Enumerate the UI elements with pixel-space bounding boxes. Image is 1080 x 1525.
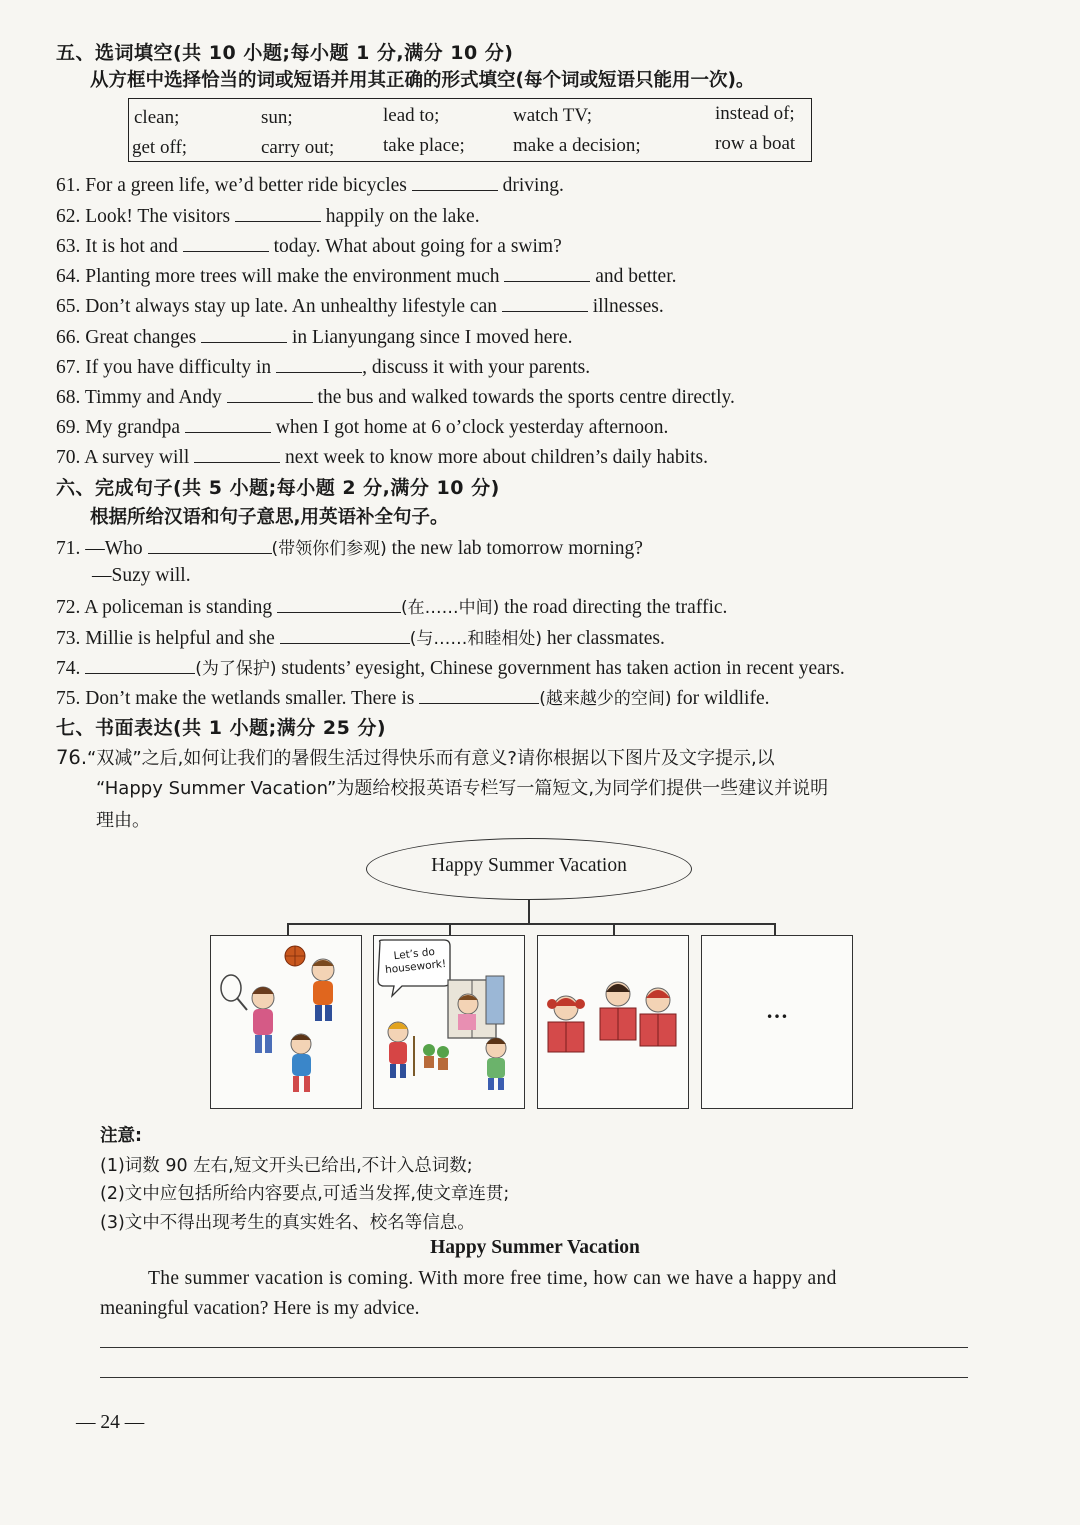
question-67: 67. If you have difficulty in , discuss it with your parents. bbox=[56, 354, 590, 379]
answer-blank[interactable] bbox=[504, 263, 590, 282]
question-66: 66. Great changes in Lianyungang since I moved here. bbox=[56, 324, 572, 349]
answer-blank[interactable] bbox=[412, 172, 498, 191]
answer-blank[interactable] bbox=[276, 354, 362, 373]
question-73: 73. Millie is helpful and she (与……和睦相处) her classmates. bbox=[56, 624, 665, 650]
note-item: (1)词数 90 左右,短文开头已给出,不计入总词数; bbox=[100, 1156, 473, 1176]
word-option: lead to; bbox=[383, 105, 440, 126]
question-72: 72. A policeman is standing (在……中间) the road directing the traffic. bbox=[56, 593, 727, 619]
question-76-line3: 理由。 bbox=[96, 810, 150, 831]
page-number: — 24 — bbox=[76, 1412, 145, 1433]
essay-line: The summer vacation is coming. With more free time, how can we have a happy and bbox=[148, 1268, 837, 1289]
sports-kids-illustration bbox=[211, 936, 361, 1108]
section6-instruction: 根据所给汉语和句子意思,用英语补全句子。 bbox=[90, 507, 449, 528]
word-option: instead of; bbox=[715, 103, 795, 124]
answer-blank[interactable] bbox=[235, 203, 321, 222]
word-option: get off; bbox=[132, 137, 188, 158]
question-70: 70. A survey will next week to know more about children’s daily habits. bbox=[56, 444, 708, 469]
word-option: make a decision; bbox=[513, 135, 641, 156]
note-item: (2)文中应包括所给内容要点,可适当发挥,使文章连贯; bbox=[100, 1184, 510, 1204]
question-76-line2: “Happy Summer Vacation”为题给校报英语专栏写一篇短文,为同学们提供一些建议并说明 bbox=[96, 778, 829, 799]
answer-blank[interactable] bbox=[85, 655, 195, 674]
word-option: row a boat bbox=[715, 133, 796, 154]
answer-blank[interactable] bbox=[227, 384, 313, 403]
answer-blank[interactable] bbox=[183, 233, 269, 252]
note-label: 注意: bbox=[100, 1126, 142, 1146]
writing-line[interactable] bbox=[100, 1347, 968, 1348]
question-71-reply: —Suzy will. bbox=[92, 565, 191, 586]
word-box bbox=[128, 98, 812, 162]
question-61: 61. For a green life, we’d better ride bicycles driving. bbox=[56, 172, 564, 197]
question-68: 68. Timmy and Andy the bus and walked towards the sports centre directly. bbox=[56, 384, 735, 409]
connector bbox=[287, 923, 775, 925]
question-63: 63. It is hot and today. What about going for a swim? bbox=[56, 233, 562, 258]
question-74: 74. (为了保护) students’ eyesight, Chinese government has taken action in recent years. bbox=[56, 654, 845, 680]
question-69: 69. My grandpa when I got home at 6 o’clock yesterday afternoon. bbox=[56, 414, 668, 439]
essay-title: Happy Summer Vacation bbox=[430, 1237, 640, 1258]
reading-kids-illustration bbox=[538, 936, 688, 1108]
answer-blank[interactable] bbox=[502, 293, 588, 312]
answer-blank[interactable] bbox=[280, 625, 410, 644]
writing-line[interactable] bbox=[100, 1377, 968, 1378]
section5-title: 五、选词填空(共 10 小题;每小题 1 分,满分 10 分) bbox=[56, 42, 514, 64]
word-option: take place; bbox=[383, 135, 465, 156]
question-75: 75. Don’t make the wetlands smaller. There is (越来越少的空间) for wildlife. bbox=[56, 684, 769, 710]
answer-blank[interactable] bbox=[185, 414, 271, 433]
picture-more bbox=[701, 935, 853, 1109]
word-option: clean; bbox=[134, 107, 180, 128]
essay-line: meaningful vacation? Here is my advice. bbox=[100, 1298, 420, 1319]
question-76-line1: 76.“双减”之后,如何让我们的暑假生活过得快乐而有意义?请你根据以下图片及文字提示,以 bbox=[56, 746, 775, 769]
question-65: 65. Don’t always stay up late. An unhealthy lifestyle can illnesses. bbox=[56, 293, 664, 318]
section7-title: 七、书面表达(共 1 小题;满分 25 分) bbox=[56, 717, 387, 739]
picture-reading bbox=[537, 935, 689, 1109]
connector bbox=[528, 900, 530, 924]
section5-instruction: 从方框中选择恰当的词或短语并用其正确的形式填空(每个词或短语只能用一次)。 bbox=[90, 70, 755, 91]
word-option: sun; bbox=[261, 107, 293, 128]
diagram-title: Happy Summer Vacation bbox=[431, 855, 627, 876]
speech-bubble-text: Let’s do housework! bbox=[384, 945, 447, 977]
ellipsis-text: … bbox=[766, 998, 788, 1023]
word-option: carry out; bbox=[261, 137, 335, 158]
answer-blank[interactable] bbox=[148, 535, 272, 554]
word-option: watch TV; bbox=[513, 105, 592, 126]
picture-housework bbox=[373, 935, 525, 1109]
question-62: 62. Look! The visitors happily on the lake. bbox=[56, 203, 480, 228]
section6-title: 六、完成句子(共 5 小题;每小题 2 分,满分 10 分) bbox=[56, 477, 500, 499]
picture-sports bbox=[210, 935, 362, 1109]
answer-blank[interactable] bbox=[419, 685, 539, 704]
question-71: 71. —Who (带领你们参观) the new lab tomorrow morning? bbox=[56, 534, 643, 560]
answer-blank[interactable] bbox=[277, 594, 401, 613]
note-item: (3)文中不得出现考生的真实姓名、校名等信息。 bbox=[100, 1213, 475, 1233]
answer-blank[interactable] bbox=[194, 444, 280, 463]
answer-blank[interactable] bbox=[201, 324, 287, 343]
question-64: 64. Planting more trees will make the environment much and better. bbox=[56, 263, 677, 288]
